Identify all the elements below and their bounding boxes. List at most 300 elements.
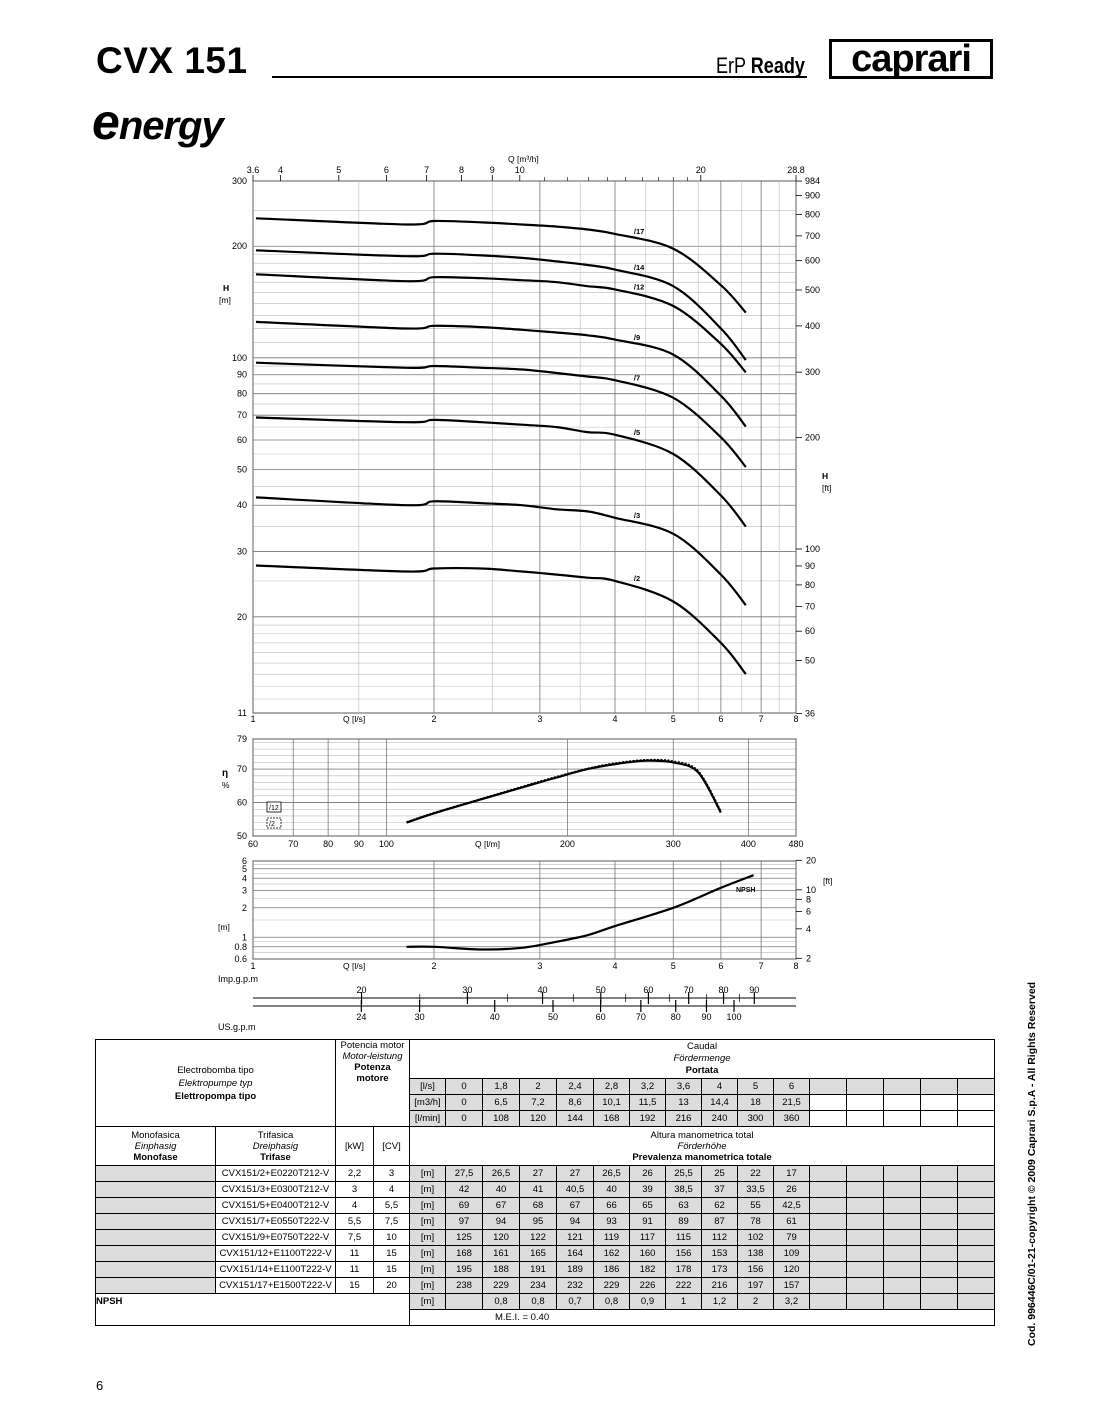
efficiency-chart xyxy=(222,734,804,849)
flow-value: 2 xyxy=(520,1079,557,1095)
flow-header xyxy=(410,1040,995,1079)
empty-cell xyxy=(884,1198,921,1214)
power-es: Potencia motor xyxy=(340,1040,405,1051)
head-value: 55 xyxy=(738,1198,774,1214)
head-unit: [m] xyxy=(410,1166,446,1182)
imp-gpm-tick-label: 80 xyxy=(718,985,729,995)
npsh-row xyxy=(96,1294,995,1310)
npsh-y-tick: 2 xyxy=(241,902,247,913)
series-rest: nergy xyxy=(118,104,223,148)
head-value: 232 xyxy=(557,1278,594,1294)
flow-value: 10,1 xyxy=(594,1095,630,1111)
npsh-right-tick-label: 6 xyxy=(806,906,812,917)
head-value: 69 xyxy=(446,1198,483,1214)
empty-cell xyxy=(810,1182,847,1198)
mei-spacer xyxy=(96,1310,410,1326)
head-value: 66 xyxy=(594,1198,630,1214)
imp-gpm-tick-label: 60 xyxy=(643,985,654,995)
table-header-row xyxy=(96,1040,995,1079)
head-value: 188 xyxy=(483,1262,520,1278)
empty-cell xyxy=(958,1278,995,1294)
head-value: 229 xyxy=(483,1278,520,1294)
table-row xyxy=(96,1230,995,1246)
power-cv: 15 xyxy=(374,1246,410,1262)
head-value: 120 xyxy=(483,1230,520,1246)
flow-value: 3,2 xyxy=(630,1079,666,1095)
head-y-tick: 11 xyxy=(237,708,247,718)
head-value: 120 xyxy=(774,1262,810,1278)
power-de: Motor-leistung xyxy=(342,1051,403,1062)
flow-value: 216 xyxy=(666,1111,702,1127)
head-value: 42 xyxy=(446,1182,483,1198)
empty-cell xyxy=(810,1230,847,1246)
pump-type-it: Elettropompa tipo xyxy=(174,1090,257,1102)
imp-gpm-tick-label: 30 xyxy=(462,985,473,995)
empty-cell xyxy=(847,1278,884,1294)
empty-cell xyxy=(958,1246,995,1262)
empty-cell xyxy=(921,1111,958,1127)
head-value: 22 xyxy=(738,1166,774,1182)
head-value: 40 xyxy=(483,1182,520,1198)
flow-value: 3,6 xyxy=(666,1079,702,1095)
empty-cell xyxy=(884,1111,921,1127)
empty-cell xyxy=(921,1214,958,1230)
empty-cell xyxy=(958,1230,995,1246)
head-value: 186 xyxy=(594,1262,630,1278)
erp-prefix: ErP xyxy=(716,53,746,78)
head-y-tick: 50 xyxy=(236,464,247,475)
three-phase-model: CVX151/3+E0300T212-V xyxy=(216,1182,336,1198)
table-row xyxy=(96,1262,995,1278)
top-axis-tick-label: 20 xyxy=(695,165,706,175)
three-phase-model: CVX151/5+E0400T212-V xyxy=(216,1198,336,1214)
head-value: 121 xyxy=(557,1230,594,1246)
efficiency-x-tick: 100 xyxy=(378,839,394,849)
npsh-x-tick: 7 xyxy=(758,961,764,971)
power-cv: 4 xyxy=(374,1182,410,1198)
head-y-tick: 70 xyxy=(236,410,247,421)
right-axis-tick-label: 60 xyxy=(805,626,816,637)
power-kw: 11 xyxy=(336,1262,374,1278)
table-row xyxy=(96,1182,995,1198)
head-value: 112 xyxy=(702,1230,738,1246)
us-gpm-tick-label: 100 xyxy=(726,1012,742,1022)
head-unit: [m] xyxy=(410,1198,446,1214)
npsh-y-tick: 3 xyxy=(241,885,247,896)
npsh-curve-label: NPSH xyxy=(736,887,756,894)
head-value: 165 xyxy=(520,1246,557,1262)
head-unit: [m] xyxy=(410,1182,446,1198)
empty-cell xyxy=(921,1294,958,1310)
empty-cell xyxy=(921,1246,958,1262)
top-axis-tick-label: 8 xyxy=(459,165,465,175)
head-value: 153 xyxy=(702,1246,738,1262)
empty-cell xyxy=(958,1294,995,1310)
mono-de: Einphasig xyxy=(134,1140,177,1152)
efficiency-y-label-unit: % xyxy=(222,780,230,790)
empty-cell xyxy=(884,1095,921,1111)
us-gpm-tick-label: 90 xyxy=(701,1012,712,1022)
flow-value: 120 xyxy=(520,1111,557,1127)
empty-cell xyxy=(921,1079,958,1095)
flow-value: 0 xyxy=(446,1079,483,1095)
us-gpm-tick-label: 50 xyxy=(547,1012,558,1022)
npsh-x-tick: 6 xyxy=(718,961,724,971)
empty-cell xyxy=(847,1230,884,1246)
npsh-chart xyxy=(218,855,832,971)
empty-cell xyxy=(884,1294,921,1310)
performance-table xyxy=(95,1039,995,1326)
empty-cell xyxy=(810,1198,847,1214)
head-value: 191 xyxy=(520,1262,557,1278)
head-value: 65 xyxy=(630,1198,666,1214)
right-axis-tick-label: 50 xyxy=(805,655,816,666)
head-value: 161 xyxy=(483,1246,520,1262)
efficiency-legend-label: /12 xyxy=(269,805,279,812)
head-value: 33,5 xyxy=(738,1182,774,1198)
head-y-tick: 40 xyxy=(236,500,247,511)
head-curve-label: /7 xyxy=(633,373,641,383)
three-phase-model: CVX151/17+E1500T222-V xyxy=(216,1278,336,1294)
efficiency-y-tick: 60 xyxy=(236,797,247,808)
head-es: Altura manometrica total xyxy=(650,1129,754,1141)
flow-value: 108 xyxy=(483,1111,520,1127)
flow-value: 240 xyxy=(702,1111,738,1127)
us-gpm-tick-label: 30 xyxy=(414,1012,425,1022)
model-title: CVX 151 xyxy=(96,40,248,81)
top-axis-tick-label: 9 xyxy=(489,165,495,175)
efficiency-y-tick: 70 xyxy=(236,764,247,775)
head-it: Prevalenza manometrica totale xyxy=(632,1151,772,1163)
efficiency-x-tick: 300 xyxy=(665,839,681,849)
head-y-tick: 200 xyxy=(231,241,247,252)
flow-value: 2,8 xyxy=(594,1079,630,1095)
head-x-tick: 5 xyxy=(670,714,676,724)
copyright-code: Cod. 996446C/01-21-copyright © 2009 Caprari S.p.A - All Rights Reserved xyxy=(1026,981,1038,1346)
npsh-y-tick: 0.6 xyxy=(234,954,247,964)
head-value: 156 xyxy=(666,1246,702,1262)
power-it-2: motore xyxy=(356,1073,389,1084)
flow-value: 6,5 xyxy=(483,1095,520,1111)
empty-cell xyxy=(958,1079,995,1095)
npsh-y-label: [m] xyxy=(218,922,230,932)
imp-gpm-tick-label: 50 xyxy=(595,985,606,995)
head-value: 87 xyxy=(702,1214,738,1230)
head-value: 68 xyxy=(520,1198,557,1214)
three-phase-model: CVX151/9+E0750T222-V xyxy=(216,1230,336,1246)
flow-unit: [l/min] xyxy=(410,1111,446,1127)
head-value: 94 xyxy=(483,1214,520,1230)
head-curve-label: /12 xyxy=(633,282,645,292)
empty-cell xyxy=(847,1198,884,1214)
right-axis-tick-label: 900 xyxy=(805,190,821,201)
head-value: 238 xyxy=(446,1278,483,1294)
head-value: 234 xyxy=(520,1278,557,1294)
head-y-label-symbol: H xyxy=(223,283,230,293)
pump-type-header xyxy=(96,1040,336,1127)
head-value: 27 xyxy=(557,1166,594,1182)
flow-value: 300 xyxy=(738,1111,774,1127)
npsh-value: 0,9 xyxy=(630,1294,666,1310)
head-unit: [m] xyxy=(410,1214,446,1230)
empty-cell xyxy=(847,1262,884,1278)
page-number: 6 xyxy=(96,1378,104,1393)
head-y-tick: 300 xyxy=(231,176,247,186)
head-value: 168 xyxy=(446,1246,483,1262)
pump-type-de: Elektropumpe typ xyxy=(178,1077,253,1089)
efficiency-curve-12 xyxy=(407,761,721,823)
gpm-scales xyxy=(218,974,796,1032)
power-kw: 7,5 xyxy=(336,1230,374,1246)
head-value: 125 xyxy=(446,1230,483,1246)
flow-value: 13 xyxy=(666,1095,702,1111)
head-value: 78 xyxy=(738,1214,774,1230)
power-kw: 15 xyxy=(336,1278,374,1294)
table-subheader-row xyxy=(96,1127,995,1166)
right-axis-tick-label: 90 xyxy=(805,560,816,571)
head-value: 189 xyxy=(557,1262,594,1278)
efficiency-x-tick: 480 xyxy=(788,839,804,849)
empty-cell xyxy=(958,1111,995,1127)
npsh-x-tick: 2 xyxy=(431,961,437,971)
table-row xyxy=(96,1198,995,1214)
flow-value: 1,8 xyxy=(483,1079,520,1095)
flow-it: Portata xyxy=(685,1065,719,1076)
empty-cell xyxy=(921,1166,958,1182)
empty-cell xyxy=(958,1262,995,1278)
motor-power-header xyxy=(336,1040,410,1127)
empty-cell xyxy=(810,1246,847,1262)
head-x-tick: 6 xyxy=(718,714,724,724)
single-phase-model xyxy=(96,1246,216,1262)
head-curve-label: /5 xyxy=(633,427,641,437)
right-axis-tick-label: 500 xyxy=(805,284,821,295)
head-value: 26 xyxy=(774,1182,810,1198)
head-curve-9 xyxy=(256,322,746,427)
head-value: 40,5 xyxy=(557,1182,594,1198)
head-x-tick: 7 xyxy=(758,714,764,724)
head-value: 173 xyxy=(702,1262,738,1278)
imp-gpm-tick-label: 40 xyxy=(537,985,548,995)
empty-cell xyxy=(958,1166,995,1182)
head-value: 41 xyxy=(520,1182,557,1198)
empty-cell xyxy=(810,1214,847,1230)
head-curve-2 xyxy=(256,566,746,675)
head-value: 39 xyxy=(630,1182,666,1198)
empty-cell xyxy=(884,1214,921,1230)
power-cv: 20 xyxy=(374,1278,410,1294)
flow-value: 6 xyxy=(774,1079,810,1095)
three-phase-model: CVX151/14+E1100T222-V xyxy=(216,1262,336,1278)
top-axis-tick-label: 3.6 xyxy=(246,165,260,175)
empty-cell xyxy=(847,1079,884,1095)
head-x-tick: 8 xyxy=(793,714,799,724)
empty-cell xyxy=(847,1246,884,1262)
efficiency-x-tick: 200 xyxy=(559,839,575,849)
npsh-value xyxy=(446,1294,483,1310)
empty-cell xyxy=(958,1214,995,1230)
npsh-value: 0,7 xyxy=(557,1294,594,1310)
empty-cell xyxy=(810,1294,847,1310)
erp-suffix: Ready xyxy=(750,53,805,78)
head-unit: [m] xyxy=(410,1278,446,1294)
head-y-tick: 90 xyxy=(236,369,247,380)
tri-it: Trifase xyxy=(260,1151,291,1163)
head-value: 61 xyxy=(774,1214,810,1230)
npsh-x-label: Q [l/s] xyxy=(343,961,366,971)
head-value: 79 xyxy=(774,1230,810,1246)
npsh-right-tick-label: 4 xyxy=(806,923,812,934)
efficiency-x-tick: 70 xyxy=(288,839,299,849)
head-value: 160 xyxy=(630,1246,666,1262)
right-axis-tick-label: 200 xyxy=(805,432,821,443)
npsh-x-tick: 4 xyxy=(612,961,618,971)
head-value: 63 xyxy=(666,1198,702,1214)
top-axis-tick-label: 10 xyxy=(514,165,525,175)
empty-cell xyxy=(884,1166,921,1182)
empty-cell xyxy=(847,1214,884,1230)
empty-cell xyxy=(921,1095,958,1111)
flow-value: 14,4 xyxy=(702,1095,738,1111)
head-value: 229 xyxy=(594,1278,630,1294)
head-value: 91 xyxy=(630,1214,666,1230)
flow-unit: [m3/h] xyxy=(410,1095,446,1111)
head-unit: [m] xyxy=(410,1246,446,1262)
right-axis-tick-label: 300 xyxy=(805,367,821,378)
right-axis-tick-label: 400 xyxy=(805,320,821,331)
brand-logo: caprari xyxy=(829,39,993,79)
pump-type-es: Electrobomba tipo xyxy=(177,1064,254,1076)
head-value: 102 xyxy=(738,1230,774,1246)
npsh-value: 0,8 xyxy=(594,1294,630,1310)
right-axis-label-symbol: H xyxy=(822,471,829,481)
head-unit: [m] xyxy=(410,1262,446,1278)
head-curve-5 xyxy=(256,418,746,527)
empty-cell xyxy=(921,1198,958,1214)
empty-cell xyxy=(810,1166,847,1182)
empty-cell xyxy=(921,1182,958,1198)
right-axis-tick-label: 700 xyxy=(805,230,821,241)
empty-cell xyxy=(884,1182,921,1198)
single-phase-header xyxy=(96,1127,216,1166)
empty-cell xyxy=(884,1262,921,1278)
head-value: 117 xyxy=(630,1230,666,1246)
table-row xyxy=(96,1246,995,1262)
npsh-y-tick: 4 xyxy=(241,873,247,884)
head-y-tick: 80 xyxy=(236,388,247,399)
npsh-y-tick: 0.8 xyxy=(234,941,247,952)
head-curve-label: /17 xyxy=(633,227,645,237)
tri-de: Dreiphasig xyxy=(252,1140,299,1152)
head-value: 178 xyxy=(666,1262,702,1278)
right-axis-tick-label: 100 xyxy=(805,543,821,554)
imp-gpm-tick-label: 70 xyxy=(683,985,694,995)
empty-cell xyxy=(921,1230,958,1246)
npsh-value: 0,8 xyxy=(520,1294,557,1310)
head-x-tick: 4 xyxy=(612,714,618,724)
head-value: 115 xyxy=(666,1230,702,1246)
power-kw: 2,2 xyxy=(336,1166,374,1182)
head-value: 95 xyxy=(520,1214,557,1230)
head-x-tick: 3 xyxy=(537,714,543,724)
head-value: 27 xyxy=(520,1166,557,1182)
empty-cell xyxy=(884,1278,921,1294)
imp-gpm-label: Imp.g.p.m xyxy=(218,974,259,984)
empty-cell xyxy=(847,1111,884,1127)
head-value: 119 xyxy=(594,1230,630,1246)
empty-cell xyxy=(810,1095,847,1111)
efficiency-legend-label: /2 xyxy=(269,821,275,828)
flow-value: 21,5 xyxy=(774,1095,810,1111)
flow-value: 7,2 xyxy=(520,1095,557,1111)
power-cv: 15 xyxy=(374,1262,410,1278)
mono-es: Monofasica xyxy=(131,1129,180,1141)
head-x-tick: 2 xyxy=(431,714,437,724)
power-it: Potenza xyxy=(354,1062,391,1073)
head-curve-label: /9 xyxy=(633,332,641,342)
npsh-x-tick: 3 xyxy=(537,961,543,971)
flow-value: 4 xyxy=(702,1079,738,1095)
us-gpm-tick-label: 40 xyxy=(489,1012,500,1022)
head-curve-17 xyxy=(256,218,746,312)
mono-it: Monofase xyxy=(133,1151,178,1163)
head-value: 42,5 xyxy=(774,1198,810,1214)
three-phase-model: CVX151/2+E0220T212-V xyxy=(216,1166,336,1182)
top-axis-label: Q [m³/h] xyxy=(508,154,539,164)
us-gpm-tick-label: 60 xyxy=(595,1012,606,1022)
flow-value: 8,6 xyxy=(557,1095,594,1111)
efficiency-x-tick: 90 xyxy=(353,839,364,849)
head-header xyxy=(410,1127,995,1166)
flow-unit: [l/s] xyxy=(410,1079,446,1095)
npsh-right-tick-label: 2 xyxy=(806,953,812,964)
head-y-tick: 30 xyxy=(236,546,247,557)
flow-value: 5 xyxy=(738,1079,774,1095)
imp-gpm-tick-label: 20 xyxy=(356,985,367,995)
empty-cell xyxy=(884,1230,921,1246)
right-axis-tick-label: 36 xyxy=(805,708,816,719)
npsh-value: 0,8 xyxy=(483,1294,520,1310)
head-value: 89 xyxy=(666,1214,702,1230)
head-curve-label: /14 xyxy=(633,262,645,272)
head-unit: [m] xyxy=(410,1230,446,1246)
kw-header: [kW] xyxy=(336,1127,374,1166)
flow-de: Fördermenge xyxy=(673,1053,731,1064)
empty-cell xyxy=(958,1198,995,1214)
us-gpm-tick-label: 70 xyxy=(635,1012,646,1022)
right-axis-tick-label: 984 xyxy=(805,176,821,187)
power-kw: 5,5 xyxy=(336,1214,374,1230)
head-x-tick: 1 xyxy=(250,714,256,724)
top-axis-tick-label: 5 xyxy=(336,165,342,175)
flow-es: Caudal xyxy=(686,1041,718,1052)
npsh-value: 1,2 xyxy=(702,1294,738,1310)
head-value: 26 xyxy=(630,1166,666,1182)
head-y-label-unit: [m] xyxy=(219,295,231,305)
us-gpm-label: US.g.p.m xyxy=(218,1022,256,1032)
empty-cell xyxy=(884,1079,921,1095)
npsh-y-tick: 5 xyxy=(241,863,247,874)
head-value: 25,5 xyxy=(666,1166,702,1182)
head-value: 197 xyxy=(738,1278,774,1294)
efficiency-x-tick: 60 xyxy=(247,839,259,849)
single-phase-model xyxy=(96,1182,216,1198)
imp-gpm-tick-label: 90 xyxy=(749,985,760,995)
head-de: Förderhöhe xyxy=(677,1140,727,1152)
power-kw: 4 xyxy=(336,1198,374,1214)
flow-value: 192 xyxy=(630,1111,666,1127)
head-value: 26,5 xyxy=(483,1166,520,1182)
